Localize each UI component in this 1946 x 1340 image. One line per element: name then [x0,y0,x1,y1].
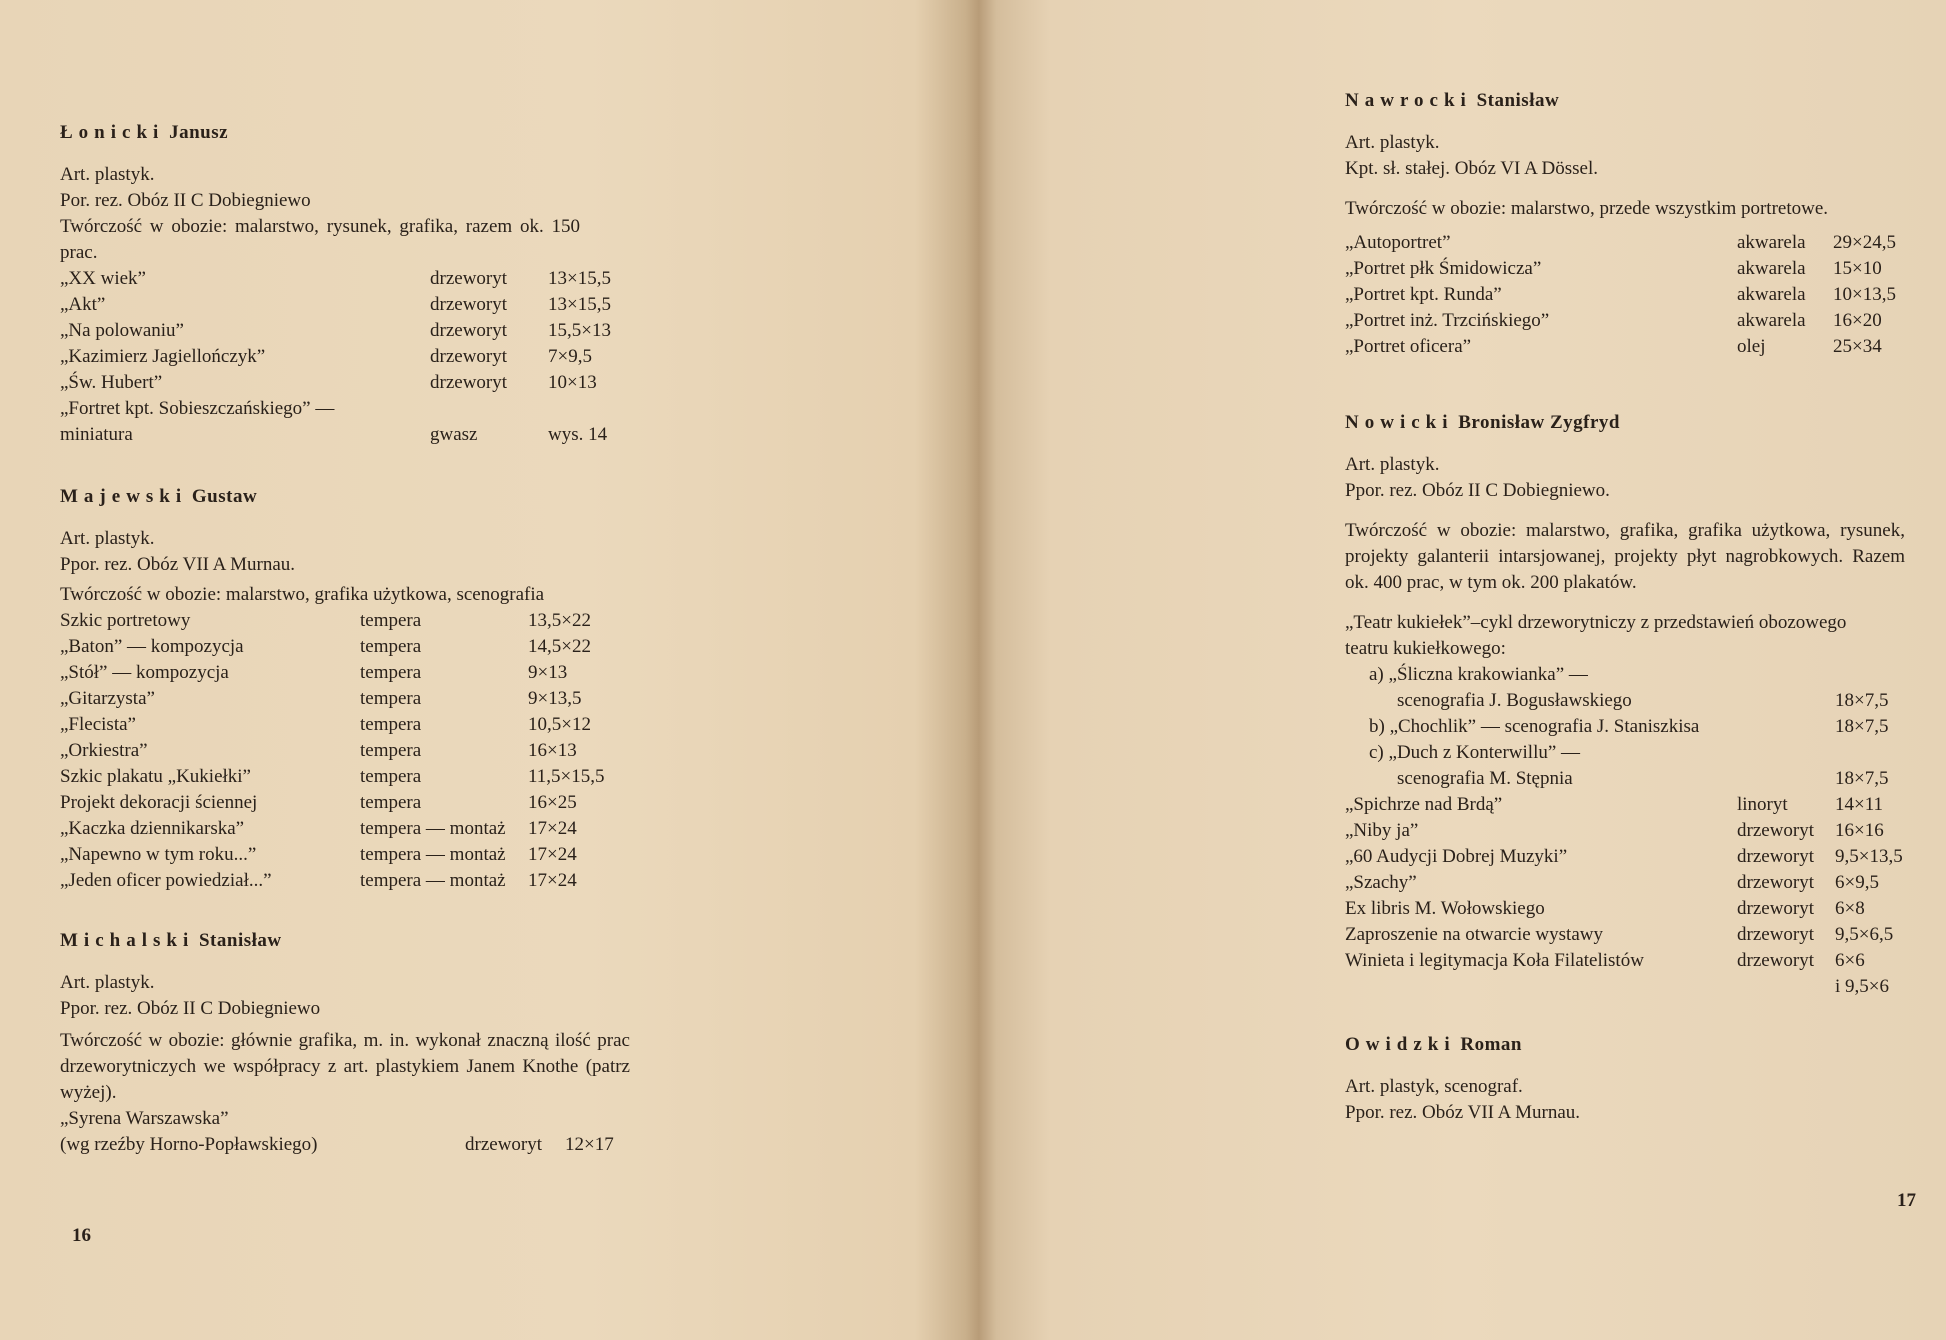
work-size: 10×13 [548,372,597,393]
work-row [1345,896,1903,922]
work-title: Projekt dekoracji ściennej [60,792,258,813]
work-medium: drzeworyt [465,1134,543,1155]
work-size: 13×15,5 [548,268,611,289]
artist-entry-nowicki [1345,410,1905,1000]
work-title: Zaproszenie na otwarcie wystawy [1345,924,1603,945]
artist-name [1345,1032,1905,1058]
work-size: 17×24 [528,844,577,865]
work-size: 25×34 [1833,336,1882,357]
work-medium: tempera [360,688,422,709]
work-medium: tempera — montaż [360,844,506,865]
work-row [1345,308,1896,334]
right-page-column [1345,88,1905,1158]
work-title: Szkic plakatu „Kukiełki” [60,766,251,787]
artist-rank-camp: Ppor. rez. Obóz VII A Murnau. [60,554,296,575]
work-row [1345,334,1896,360]
work-title: „Orkiestra” [60,740,148,761]
series-intro-line: teatru kukiełkowego: [1345,638,1506,659]
work-row [1345,740,1903,766]
work-medium: gwasz [430,424,478,445]
artist-title: Art. plastyk. [1345,132,1440,153]
work-size: 9×13 [528,662,568,683]
artist-name [1345,410,1905,436]
work-title: „Napewno w tym roku...” [60,844,257,865]
work-medium: tempera [360,740,422,761]
artist-given-name: Bronisław Zygfryd [1458,412,1621,433]
work-size: 9×13,5 [528,688,582,709]
work-size [1835,740,1903,766]
work-title: miniatura [60,424,133,445]
work-title: b) „Chochlik” — scenografia J. Staniszkisa [1369,716,1700,737]
work-row [60,764,605,790]
work-row [60,1106,614,1132]
work-size: 14,5×22 [528,636,591,657]
work-title: „Szachy” [1345,872,1417,893]
page-number: 17 [1897,1190,1916,1211]
work-title: „Kaczka dziennikarska” [60,818,245,839]
work-medium: tempera [360,610,422,631]
work-title: „XX wiek” [60,268,146,289]
work-size: 13×15,5 [548,294,611,315]
artist-description: Twórczość w obozie: głównie grafika, m. in. wykonał znaczną ilość prac drzeworytniczych we współpracy z art. plastykiem Janem Knothe (patrz wyżej). [60,1030,630,1103]
work-medium: drzeworyt [430,320,508,341]
work-medium: drzeworyt [1737,950,1815,971]
work-size: 9,5×13,5 [1835,846,1903,867]
artist-entry-michalski [60,928,640,1158]
work-size: 29×24,5 [1833,232,1896,253]
artist-given-name: Gustaw [191,486,258,507]
work-row [60,790,605,816]
work-title: „Autoportret” [1345,232,1451,253]
artist-name [60,928,640,954]
work-size: 18×7,5 [1835,768,1889,789]
work-row [1345,922,1903,948]
work-title: „60 Audycji Dobrej Muzyki” [1345,846,1568,867]
artist-title: Art. plastyk. [1345,454,1440,475]
work-size: 15,5×13 [548,320,611,341]
work-title: „Gitarzysta” [60,688,155,709]
work-medium [1737,766,1835,792]
work-title: „Portret inż. Trzcińskiego” [1345,310,1550,331]
artist-description: Twórczość w obozie: malarstwo, przede wszystkim portretowe. [1345,198,1829,219]
artist-title: Art. plastyk. [60,972,155,993]
work-medium: tempera — montaż [360,818,506,839]
work-size: 6×8 [1835,898,1865,919]
work-title: „Jeden oficer powiedział...” [60,870,272,891]
work-medium: tempera [360,662,422,683]
work-title: „Spichrze nad Brdą” [1345,794,1503,815]
work-row [1345,714,1903,740]
artist-surname: Majewski [60,486,188,507]
work-medium [1737,662,1835,688]
artist-given-name: Stanisław [1476,90,1560,111]
work-row [1345,688,1903,714]
artist-rank-camp: Ppor. rez. Obóz VII A Murnau. [1345,1102,1581,1123]
work-medium: drzeworyt [1737,872,1815,893]
work-row [1345,974,1903,1000]
work-row [60,634,605,660]
work-row [60,318,611,344]
artist-surname: Nawrocki [1345,90,1472,111]
work-row [60,344,611,370]
series-intro-line: „Teatr kukiełek”–cykl drzeworytniczy z przedstawień obozowego [1345,612,1847,633]
work-medium: olej [1737,336,1766,357]
work-size: 11,5×15,5 [528,766,605,787]
work-medium: akwarela [1737,310,1806,331]
work-medium [1737,714,1835,740]
work-size: 7×9,5 [548,346,592,367]
artist-surname: Michalski [60,930,195,951]
work-title: Winieta i legitymacja Koła Filatelistów [1345,950,1644,971]
work-size: 17×24 [528,818,577,839]
work-row [60,868,605,894]
work-medium: akwarela [1737,232,1806,253]
work-title: Szkic portretowy [60,610,191,631]
work-title: scenografia M. Stępnia [1397,768,1573,789]
work-row [1345,870,1903,896]
page-number: 16 [72,1225,91,1246]
work-row [60,816,605,842]
work-title: „Niby ja” [1345,820,1419,841]
work-title: „Syrena Warszawska” [60,1108,229,1129]
work-title: scenografia J. Bogusławskiego [1397,690,1632,711]
artist-given-name: Stanisław [198,930,282,951]
artist-entry-majewski [60,484,640,894]
work-medium: akwarela [1737,258,1806,279]
work-size: 13,5×22 [528,610,591,631]
work-title: a) „Śliczna krakowianka” — [1369,664,1588,685]
work-row [1345,662,1903,688]
work-row [60,1132,614,1158]
artist-title: Art. plastyk. [60,528,155,549]
artist-name [1345,88,1905,114]
works-table [60,1106,614,1158]
artist-title: Art. plastyk. [60,164,155,185]
work-size: 16×13 [528,740,577,761]
work-row [60,686,605,712]
work-row [60,422,611,448]
work-row [1345,766,1903,792]
works-table [1345,662,1903,1000]
work-title: „Stół” — kompozycja [60,662,229,683]
artist-title: Art. plastyk, scenograf. [1345,1076,1523,1097]
artist-given-name: Janusz [169,122,229,143]
work-title: „Flecista” [60,714,136,735]
work-row [60,608,605,634]
work-size: i 9,5×6 [1835,976,1889,997]
work-title: Ex libris M. Wołowskiego [1345,898,1545,919]
works-table [60,608,605,894]
works-table [1345,230,1896,360]
work-size: 14×11 [1835,794,1884,815]
work-size: 18×7,5 [1835,716,1889,737]
work-size: 17×24 [528,870,577,891]
work-size: 16×16 [1835,820,1884,841]
artist-surname: Łonicki [60,122,165,143]
work-title: „Kazimierz Jagiellończyk” [60,346,266,367]
artist-name [60,484,640,510]
artist-name [60,120,640,146]
artist-surname: Owidzki [1345,1034,1456,1055]
left-page-column [60,120,640,1190]
work-medium [430,396,548,422]
work-size: 6×9,5 [1835,872,1879,893]
work-medium: drzeworyt [1737,898,1815,919]
work-medium: drzeworyt [430,294,508,315]
artist-rank-camp: Ppor. rez. Obóz II C Dobiegniewo. [1345,480,1610,501]
artist-entry-owidzki [1345,1032,1905,1126]
work-size: 18×7,5 [1835,690,1889,711]
work-row [1345,282,1896,308]
work-title: „Portret oficera” [1345,336,1472,357]
work-size [1835,662,1903,688]
work-title: „Baton” — kompozycja [60,636,244,657]
work-medium: drzeworyt [430,346,508,367]
work-medium [1737,688,1835,714]
work-row [1345,256,1896,282]
work-size: 15×10 [1833,258,1882,279]
artist-entry-lonicki [60,120,640,448]
work-size: 16×25 [528,792,577,813]
work-size: 10,5×12 [528,714,591,735]
work-row [1345,818,1903,844]
work-medium: drzeworyt [1737,820,1815,841]
artist-rank-camp: Ppor. rez. Obóz II C Dobiegniewo [60,998,321,1019]
artist-description: Twórczość w obozie: malarstwo, grafika użytkowa, scenografia [60,584,545,605]
work-size: 9,5×6,5 [1835,924,1894,945]
work-medium: tempera [360,714,422,735]
work-size: 6×6 [1835,950,1865,971]
work-row [60,712,605,738]
work-title: „Św. Hubert” [60,372,163,393]
work-row [1345,230,1896,256]
work-title: „Na polowaniu” [60,320,184,341]
work-row [60,292,611,318]
work-row [60,842,605,868]
artist-rank-camp: Kpt. sł. stałej. Obóz VI A Dössel. [1345,158,1598,179]
artist-description: Twórczość w obozie: malarstwo, grafika, grafika użytkowa, rysunek, projekty galanterii intarsjowanej, projekty płyt nagrobkowych. Razem ok. 400 prac, w tym ok. 200 plakatów. [1345,520,1905,593]
work-medium: akwarela [1737,284,1806,305]
work-size: wys. 14 [548,424,608,445]
work-size: 12×17 [565,1134,614,1155]
work-row [60,396,611,422]
work-row [1345,792,1903,818]
work-title: „Portret płk Śmidowicza” [1345,258,1542,279]
work-row [1345,844,1903,870]
work-title [1345,974,1737,1000]
work-row [60,738,605,764]
works-table [60,266,611,448]
work-title: „Akt” [60,294,106,315]
work-row [60,370,611,396]
work-size [548,396,611,422]
artist-description: Twórczość w obozie: malarstwo, rysunek, grafika, razem ok. 150 prac. [60,216,580,263]
work-title: „Portret kpt. Runda” [1345,284,1502,305]
work-medium: linoryt [1737,794,1788,815]
work-title: (wg rzeźby Horno-Popławskiego) [60,1134,318,1155]
work-row [1345,948,1903,974]
work-medium: tempera — montaż [360,870,506,891]
work-size: 10×13,5 [1833,284,1896,305]
right-page [973,0,1946,1340]
work-medium: drzeworyt [430,268,508,289]
work-size: 16×20 [1833,310,1882,331]
work-row [60,266,611,292]
work-medium [1737,740,1835,766]
work-medium: tempera [360,636,422,657]
artist-given-name: Roman [1460,1034,1522,1055]
work-medium [1737,974,1835,1000]
artist-surname: Nowicki [1345,412,1454,433]
work-medium: drzeworyt [1737,846,1815,867]
artist-rank-camp: Por. rez. Obóz II C Dobiegniewo [60,190,311,211]
work-row [60,660,605,686]
work-title: „Fortret kpt. Sobieszczańskiego” — [60,398,335,419]
work-size [565,1106,614,1132]
work-medium: drzeworyt [1737,924,1815,945]
work-medium: tempera [360,792,422,813]
work-medium [465,1106,565,1132]
work-medium: tempera [360,766,422,787]
artist-entry-nawrocki [1345,88,1905,360]
work-title: c) „Duch z Konterwillu” — [1369,742,1581,763]
work-medium: drzeworyt [430,372,508,393]
